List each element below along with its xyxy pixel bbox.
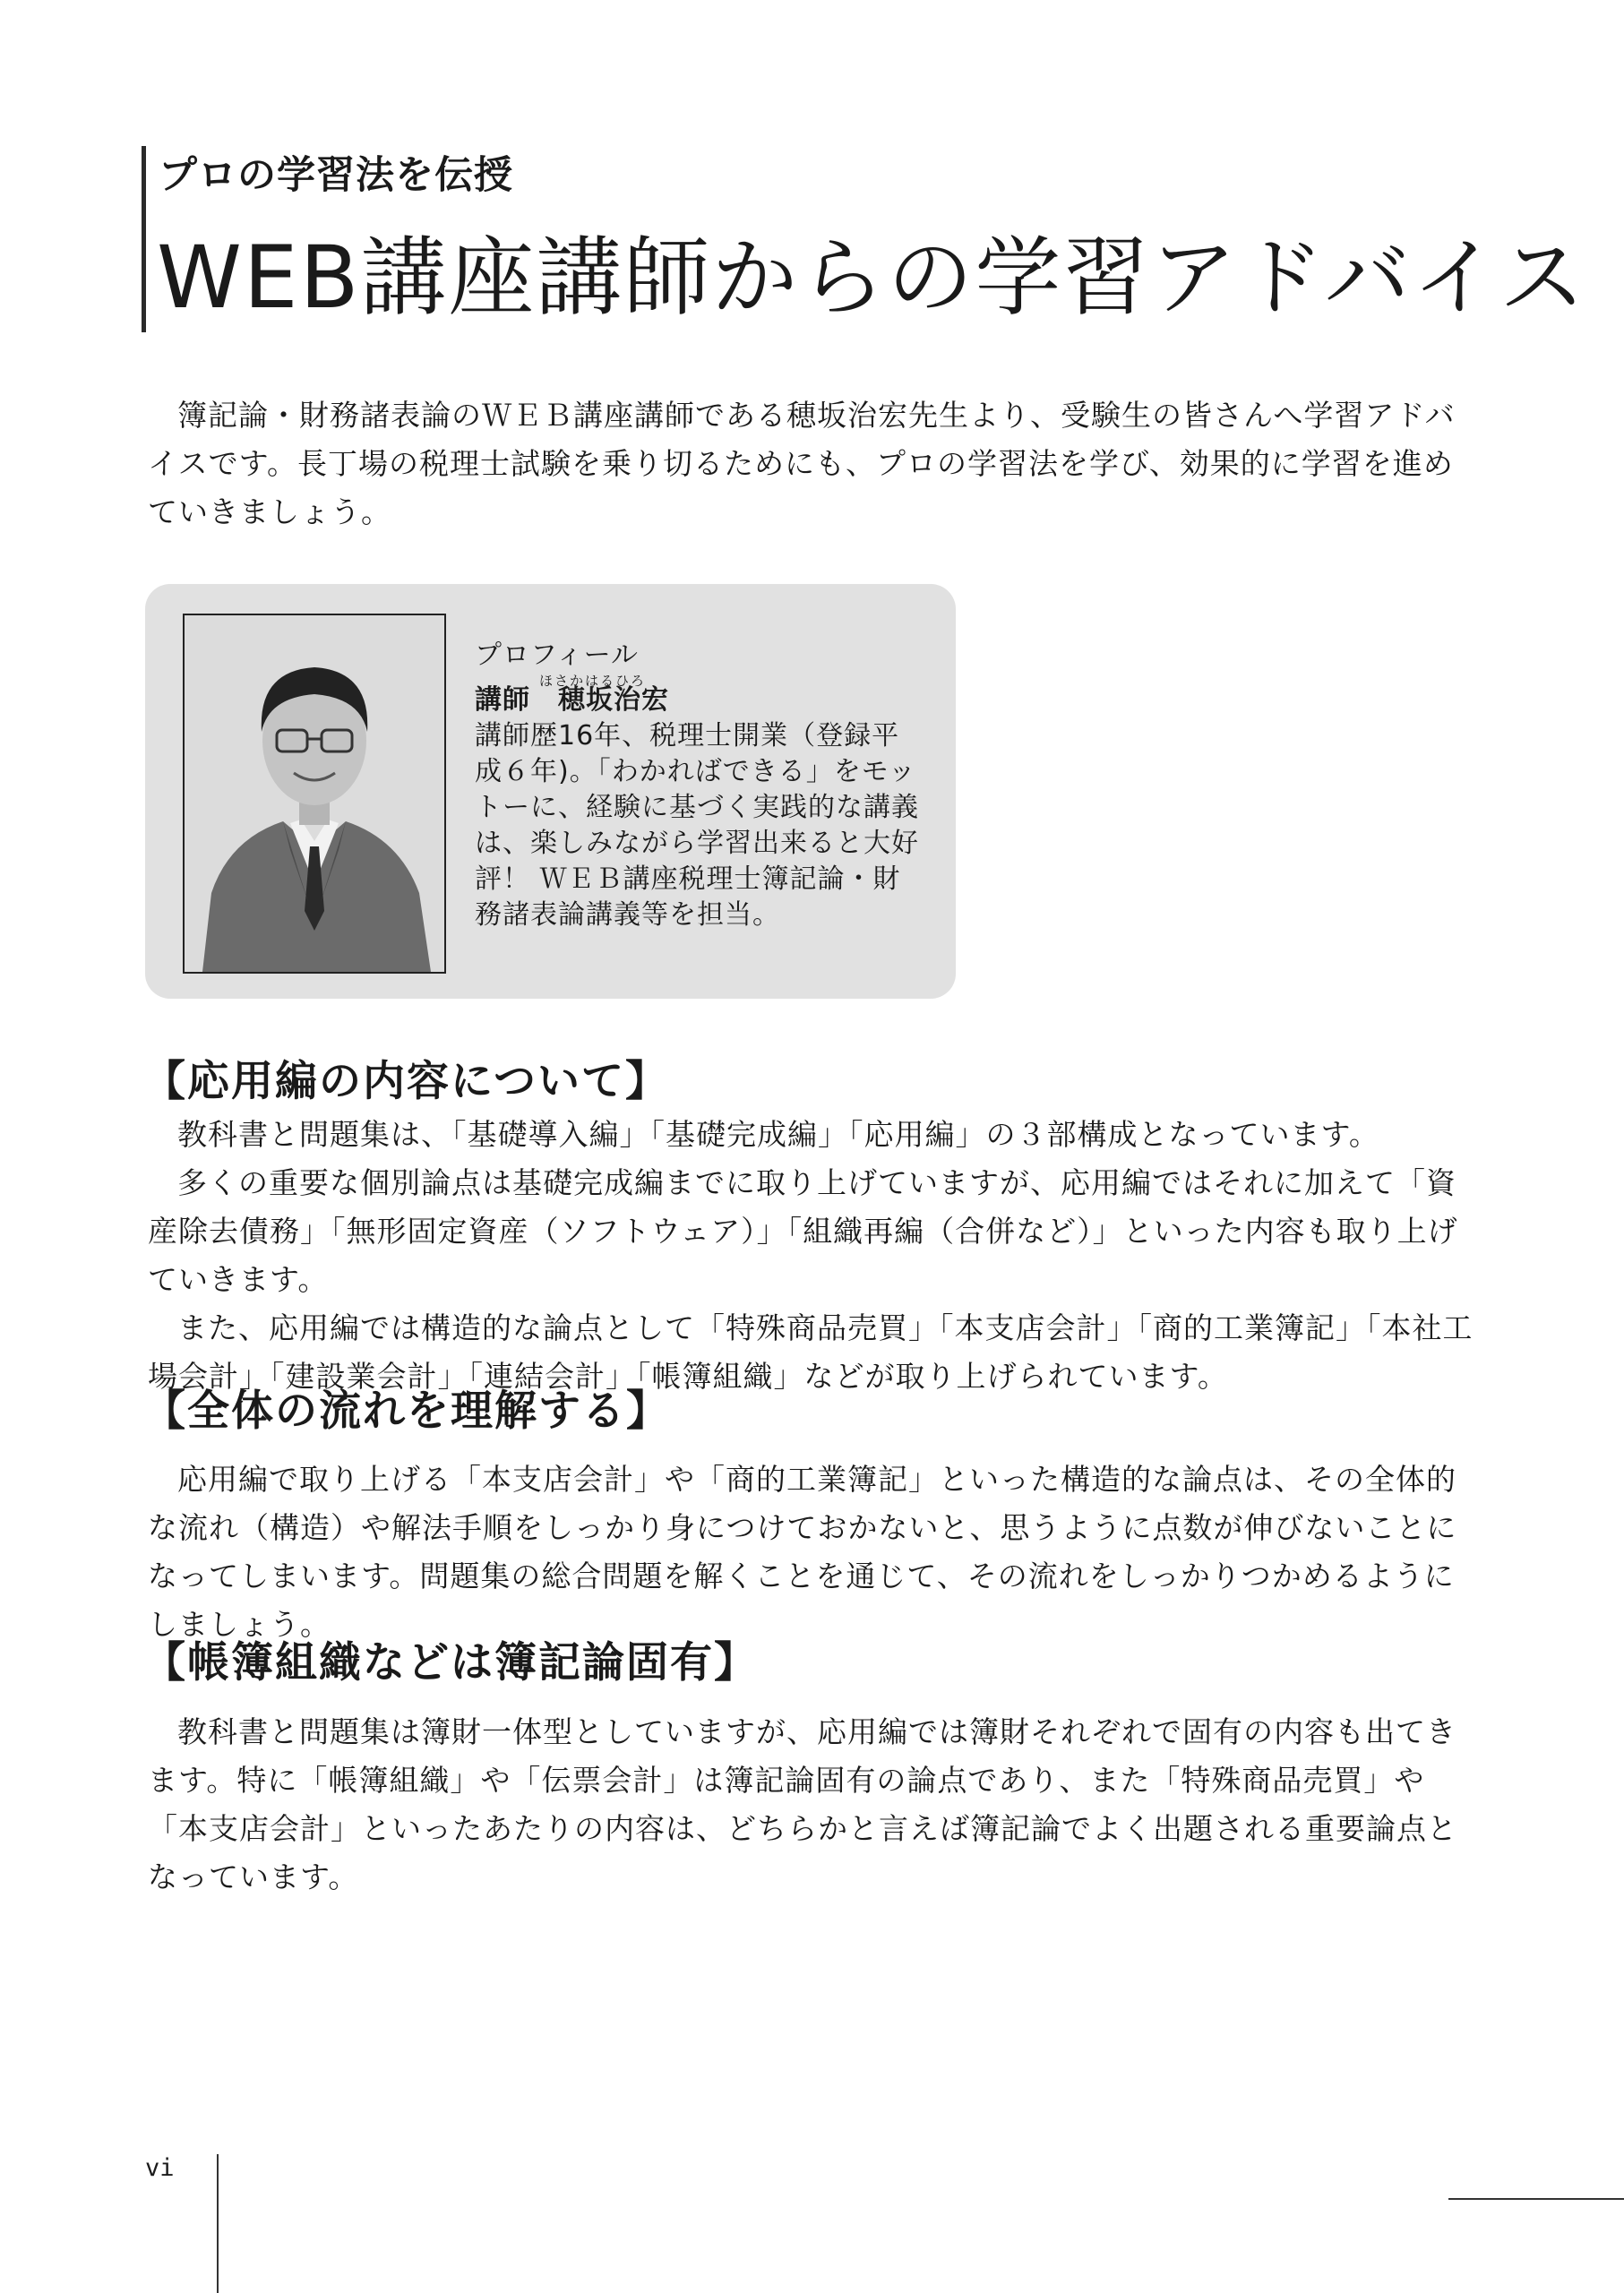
profile-description: 講師歴16年、税理士開業（登録平成６年)。「わかればできる」をモットーに、経験に基づく実践的な講義は、楽しみながら学習出来ると大好評！ ＷＥＢ講座税理士簿記論・財務諸表論講義等を担当。 bbox=[475, 720, 919, 931]
paragraph: また、応用編では構造的な論点として「特殊商品売買」「本支店会計」「商的工業簿記」「本社工場会計」「建設業会計」「連結会計」「帳簿組織」などが取り上げられています。 bbox=[148, 1310, 1474, 1394]
paragraph: 多くの重要な個別論点は基礎完成編までに取り上げていますが、応用編ではそれに加えて「資産除去債務」「無形固定資産（ソフトウェア）」「組織再編（合併など）」といった内容も取り上げていきます。 bbox=[148, 1165, 1458, 1297]
instructor-name bbox=[475, 673, 927, 718]
section-body-advanced-content bbox=[148, 1111, 1474, 1401]
page-title: WEB講座講師からの学習アドバイス bbox=[157, 228, 1587, 328]
instructor-photo bbox=[183, 614, 446, 974]
intro-paragraph: 簿記論・財務諸表論のＷＥＢ講座講師である穂坂治宏先生より、受験生の皆さんへ学習アドバイスです。長丁場の税理士試験を乗り切るためにも、プロの学習法を学び、効果的に学習を進めていきましょう。 bbox=[148, 398, 1456, 529]
section-heading-bookkeeping-specific: 【帳簿組織などは簿記論固有】 bbox=[143, 1638, 758, 1688]
section-heading-overall-flow: 【全体の流れを理解する】 bbox=[143, 1387, 670, 1436]
section-body-overall-flow bbox=[148, 1456, 1474, 1649]
profile-label: プロフィール bbox=[475, 640, 639, 671]
profile-text bbox=[475, 638, 927, 933]
footer-divider bbox=[217, 2154, 219, 2293]
paragraph: 教科書と問題集は簿財一体型としていますが、応用編では簿財それぞれで固有の内容も出てきます。特に「帳簿組織」や「伝票会計」は簿記論固有の論点であり、また「特殊商品売買」や「本支店会計」といったあたりの内容は、どちらかと言えば簿記論でよく出題される重要論点となっています。 bbox=[148, 1714, 1457, 1894]
instructor-name-text: 講師 穂坂治宏 bbox=[475, 684, 669, 716]
paragraph: 教科書と問題集は、「基礎導入編」「基礎完成編」「応用編」の３部構成となっています。 bbox=[177, 1117, 1379, 1152]
page-number: vi bbox=[145, 2154, 175, 2182]
section-heading-advanced-content: 【応用編の内容について】 bbox=[143, 1057, 670, 1106]
footer-rule bbox=[1448, 2198, 1624, 2200]
title-rule bbox=[142, 146, 146, 332]
paragraph: 応用編で取り上げる「本支店会計」や「商的工業簿記」といった構造的な論点は、その全体的な流れ（構造）や解法手順をしっかり身につけておかないと、思うように点数が伸びないことになってしまいます。問題集の総合問題を解くことを通じて、その流れをしっかりつかめるようにしましょう。 bbox=[148, 1462, 1457, 1642]
kicker-heading: プロの学習法を伝授 bbox=[159, 153, 513, 198]
instructor-name-ruby: ほさかはるひろ bbox=[539, 673, 647, 689]
section-body-bookkeeping-specific bbox=[148, 1708, 1474, 1902]
